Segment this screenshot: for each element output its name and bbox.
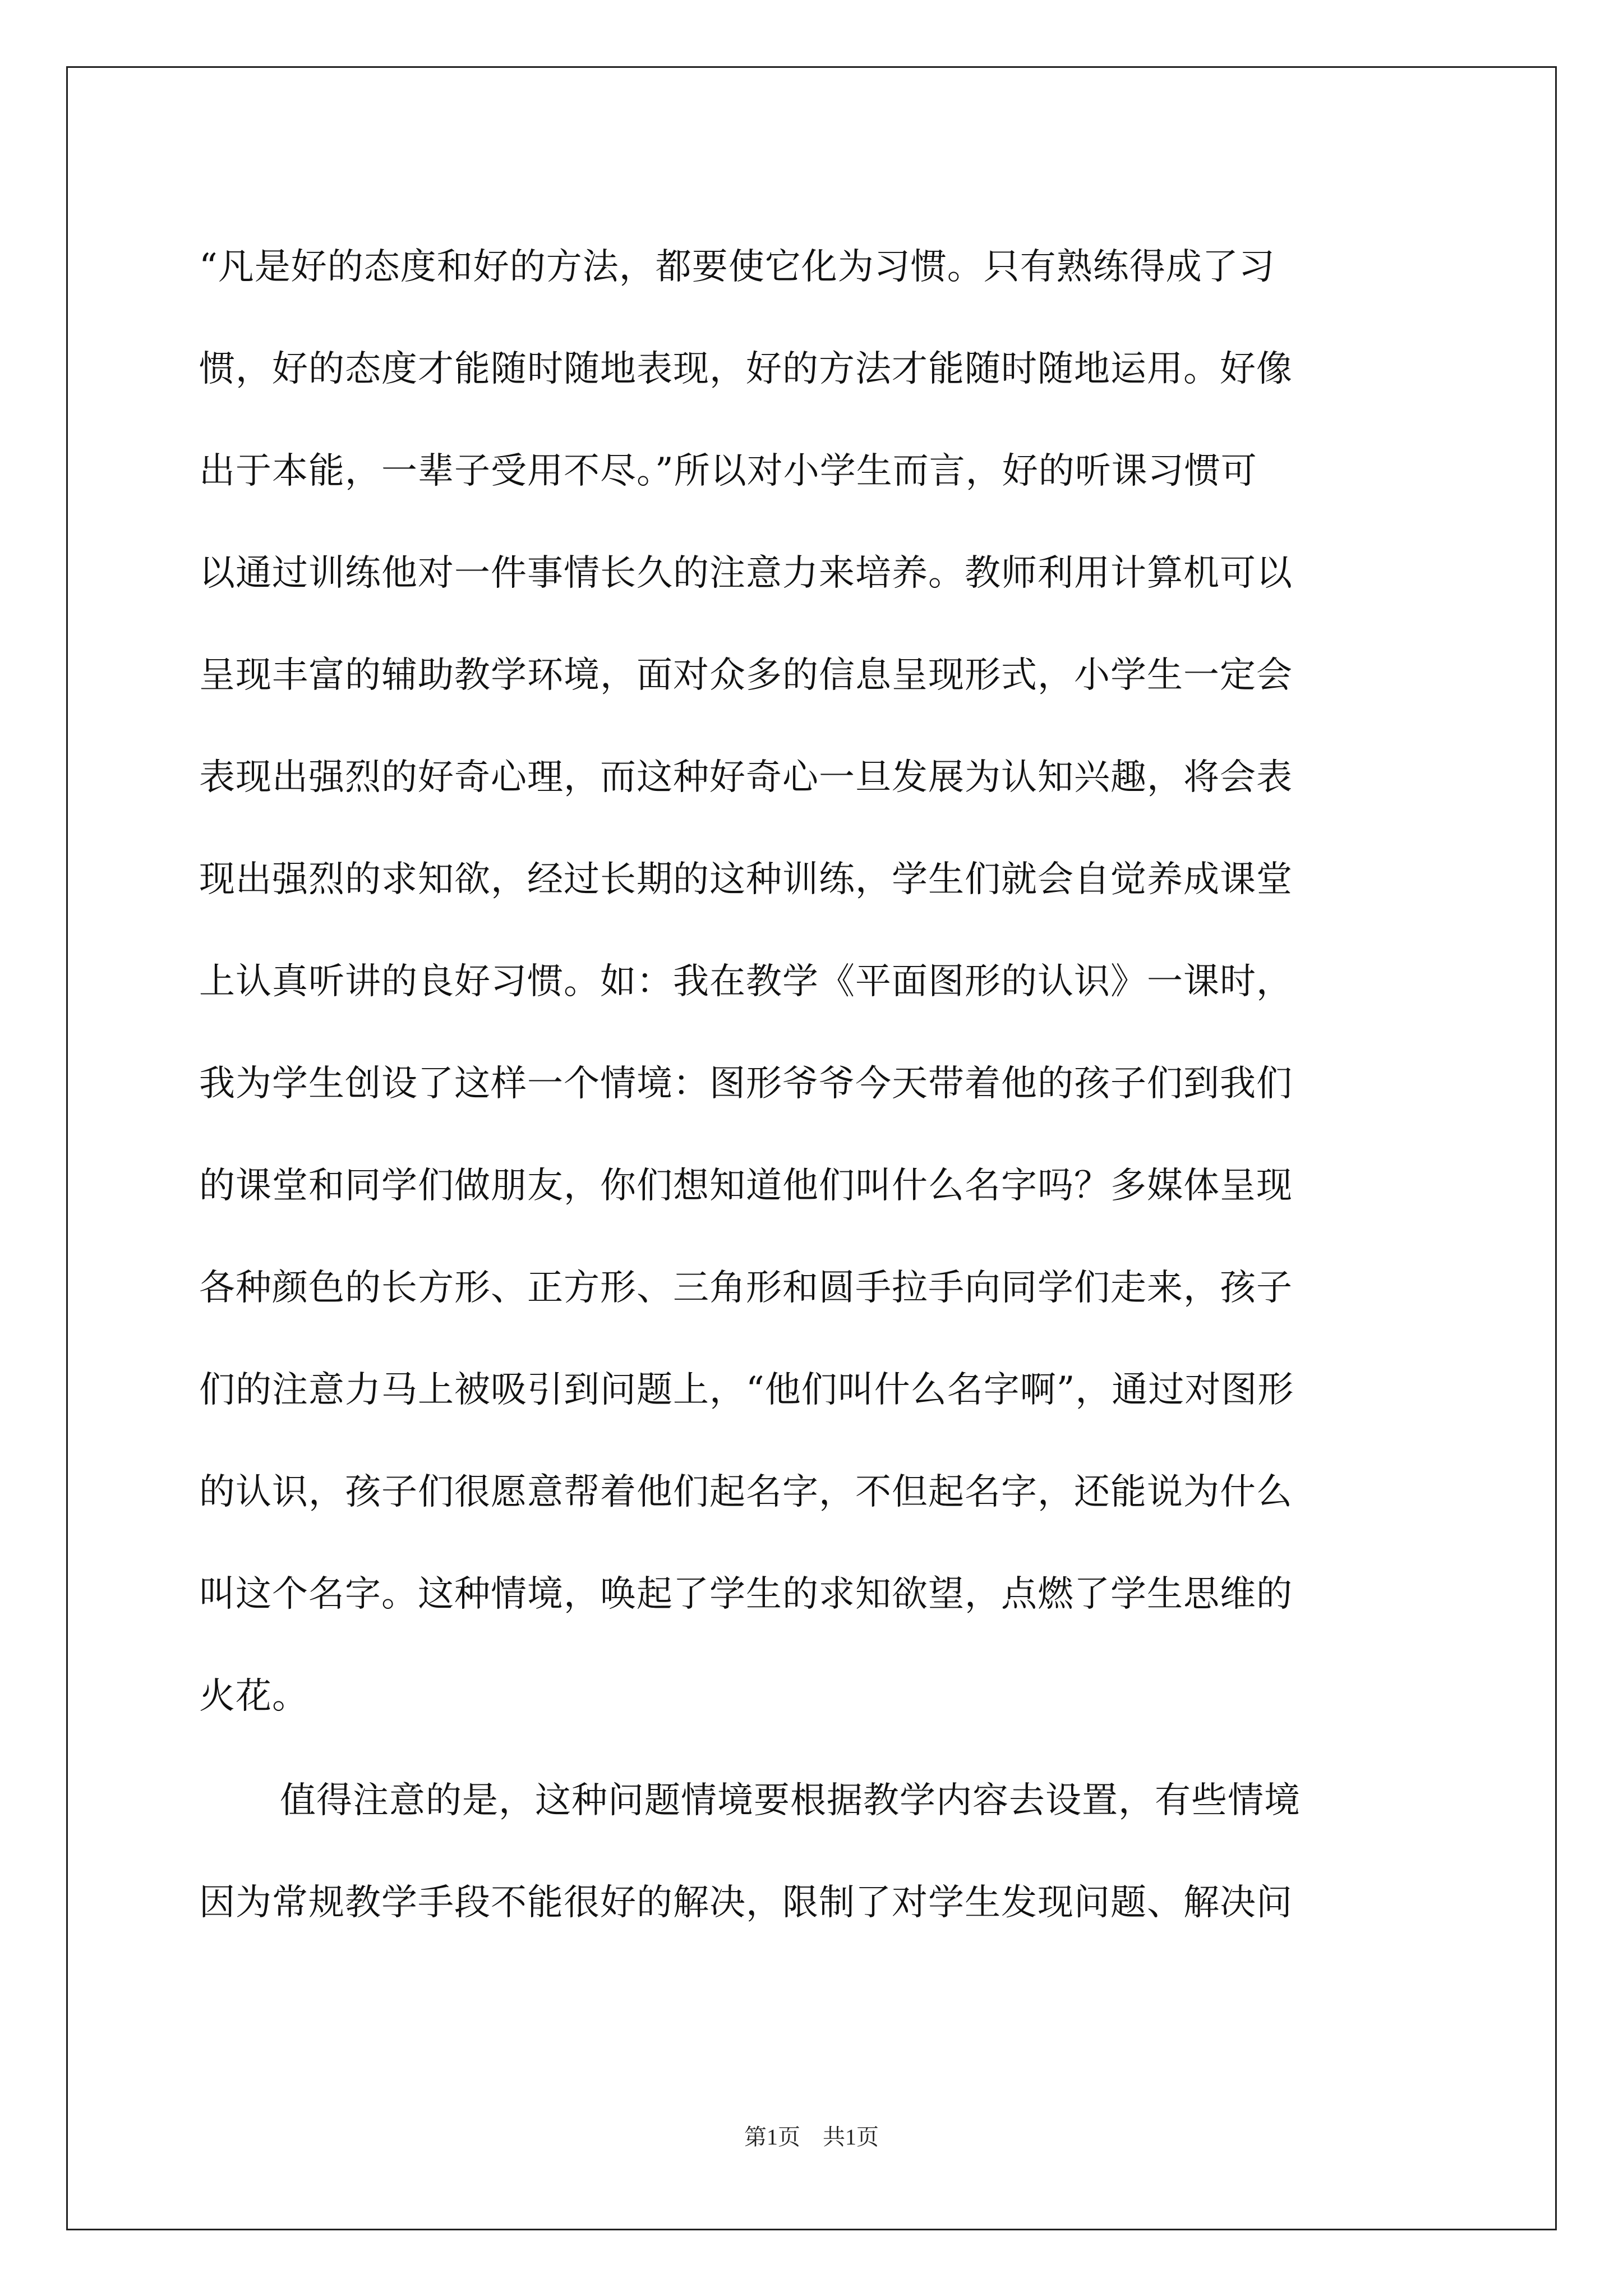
paragraph-1-line-11: 各种颜色的长方形、正方形、三角形和圆手拉手向同学们走来，孩子	[199, 1267, 1293, 1309]
paragraph-2-line-1: 值得注意的是，这种问题情境要根据教学内容去设置，有些情境	[280, 1780, 1301, 1821]
document-body	[199, 216, 1427, 1954]
page-footer	[0, 2119, 1623, 2151]
paragraph-1-line-4: 以通过训练他对一件事情长久的注意力来培养。教师利用计算机可以	[199, 553, 1293, 594]
total-pages: 共1页	[823, 2124, 879, 2150]
paragraph-1-line-1: “凡是好的态度和好的方法，都要使它化为习惯。只有熟练得成了习	[199, 246, 1275, 288]
paragraph-2-line-2: 因为常规教学手段不能很好的解决，限制了对学生发现问题、解决问	[199, 1882, 1293, 1924]
paragraph-1-line-15: 火花。	[199, 1676, 308, 1717]
paragraph-1-line-8: 上认真听讲的良好习惯。如：我在教学《平面图形的认识》一课时，	[199, 961, 1293, 1002]
paragraph-1-line-9: 我为学生创设了这样一个情境：图形爷爷今天带着他的孩子们到我们	[199, 1063, 1293, 1105]
paragraph-1-line-10: 的课堂和同学们做朋友，你们想知道他们叫什么名字吗？多媒体呈现	[199, 1165, 1293, 1207]
paragraph-1-line-3: 出于本能，一辈子受用不尽。”所以对小学生而言，好的听课习惯可	[199, 450, 1257, 492]
paragraph-1-line-7: 现出强烈的求知欲，经过长期的这种训练，学生们就会自觉养成课堂	[199, 859, 1293, 900]
paragraph-1-line-6: 表现出强烈的好奇心理，而这种好奇心一旦发展为认知兴趣，将会表	[199, 757, 1293, 798]
paragraph-1-line-5: 呈现丰富的辅助教学环境，面对众多的信息呈现形式，小学生一定会	[199, 655, 1293, 696]
paragraph-1-line-14: 叫这个名字。这种情境，唤起了学生的求知欲望，点燃了学生思维的	[199, 1573, 1293, 1615]
page-number: 第1页	[744, 2124, 800, 2150]
paragraph-1-line-12: 们的注意力马上被吸引到问题上，“他们叫什么名字啊”，通过对图形	[199, 1369, 1294, 1411]
paragraph-1-line-2: 惯，好的态度才能随时随地表现，好的方法才能随时随地运用。好像	[199, 348, 1293, 390]
paragraph-1-line-13: 的认识，孩子们很愿意帮着他们起名字，不但起名字，还能说为什么	[199, 1471, 1293, 1513]
